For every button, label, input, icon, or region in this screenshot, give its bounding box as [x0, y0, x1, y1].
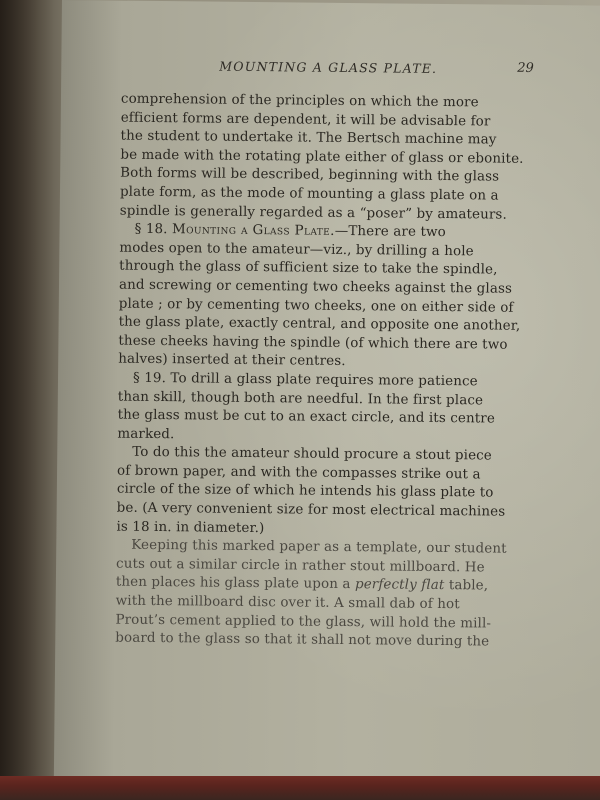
text-line: these cheeks having the spindle (of which there are two — [118, 333, 508, 353]
text-line: To do this the amateur should procure a stout piece — [132, 445, 492, 464]
text-line: plate form, as the mode of mounting a glass plate on a — [119, 184, 499, 204]
text-line: comprehension of the principles on which the more — [120, 91, 479, 111]
text-fragment: table, — [444, 578, 489, 594]
text-line: modes open to the amateur—viz., by drilling a hole — [119, 240, 474, 260]
text-line: Both forms will be described, beginning with the glass — [120, 165, 500, 185]
text-line: cuts out a similar circle in rather stout millboard. He — [116, 556, 485, 576]
text-line: of brown paper, and with the compasses strike out a — [116, 463, 481, 483]
section-title: Mounting a Glass Plate. — [171, 222, 335, 240]
running-head: MOUNTING A GLASS PLATE. — [219, 58, 438, 76]
text-fragment: then places his glass plate upon a — [115, 575, 356, 593]
text-line: be made with the rotating plate either of glass or ebonite. — [120, 147, 524, 167]
text-line: Prout’s cement applied to the glass, will hold the mill- — [115, 612, 492, 632]
text-line: is 18 in. in diameter.) — [116, 519, 265, 536]
text-fragment: —There are two — [334, 224, 446, 241]
italic-phrase: perfectly flat — [354, 577, 445, 594]
section-number: § 18. — [134, 221, 173, 238]
text-line: plate ; or by cementing two cheeks, one on either side of — [118, 296, 514, 316]
text-line: the glass must be cut to an exact circle, and its centre — [117, 407, 496, 427]
text-line: spindle is generally regarded as a “poser” by amateurs. — [119, 203, 507, 223]
body-text — [115, 91, 531, 653]
text-line: through the glass of sufficient size to take the spindle, — [119, 258, 498, 278]
text-line: marked. — [117, 426, 175, 442]
book-page — [54, 0, 600, 796]
text-line: and screwing or cementing two cheeks against the glass — [118, 277, 513, 297]
book-cover-edge — [0, 776, 600, 800]
text-line: be. (A very convenient size for most electrical machines — [116, 500, 506, 520]
page-header — [219, 59, 539, 84]
text-line: with the millboard disc over it. A small dab of hot — [115, 593, 460, 613]
text-line: efficient forms are dependent, it will be advisable for — [120, 110, 491, 130]
text-line: § 19. To drill a glass plate requires more patience — [132, 370, 478, 390]
text-line: than skill, though both are needful. In the first place — [117, 389, 484, 408]
text-line: board to the glass so that it shall not move during the — [115, 630, 490, 650]
page-number: 29 — [517, 60, 534, 76]
text-line: the glass plate, exactly central, and opposite one another, — [118, 314, 521, 334]
text-line: circle of the size of which he intends his glass plate to — [116, 482, 494, 502]
text-line: Keeping this marked paper as a template, our student — [131, 538, 507, 557]
text-line: the student to undertake it. The Bertsch machine may — [120, 128, 497, 148]
text-line: halves) inserted at their centres. — [118, 351, 346, 370]
